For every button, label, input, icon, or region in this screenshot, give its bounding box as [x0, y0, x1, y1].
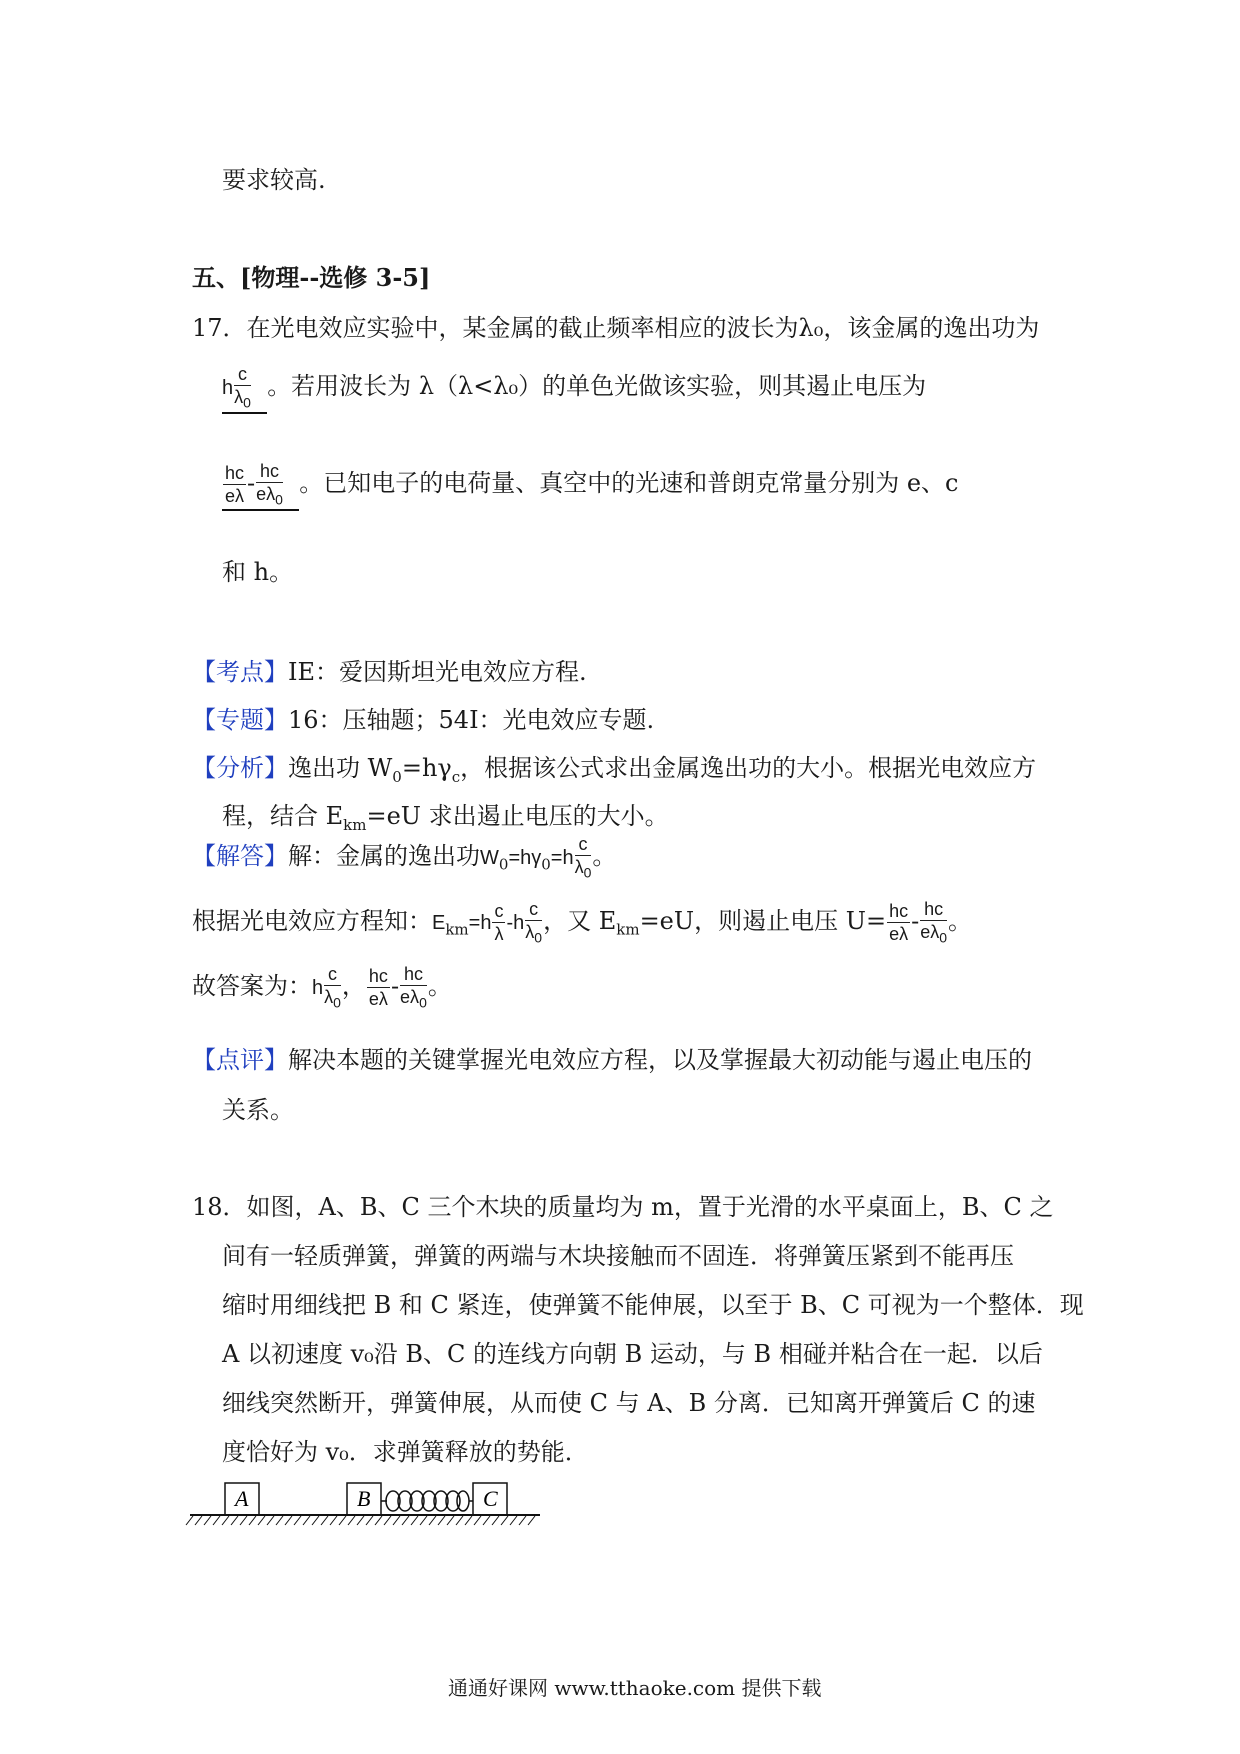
- hatch-mark: [267, 1516, 274, 1525]
- hatch-mark: [411, 1516, 418, 1525]
- q18-line3: 缩时用细线把 B 和 C 紧连，使弹簧不能伸展，以至于 B、C 可视为一个整体．现: [222, 1291, 1084, 1319]
- fenxi-line2: 程，结合 $E_{km}=eU$ 求出遏止电压的大小。: [222, 802, 669, 834]
- jieda-line: 【解答】解：金属的逸出功$W_0=h\gamma_0=h$ $\frac{c}{\lambda_0}$ 。: [192, 834, 617, 881]
- hatch-mark: [357, 1516, 364, 1525]
- hatch-mark: [420, 1516, 427, 1525]
- q18-line5: 细线突然断开，弹簧伸展，从而使 C 与 A、B 分离．已知离开弹簧后 C 的速: [222, 1389, 1036, 1417]
- hatch-mark: [402, 1516, 409, 1525]
- q18-line2: 间有一轻质弹簧，弹簧的两端与木块接触而不固连．将弹簧压紧到不能再压: [222, 1242, 1014, 1270]
- answer-line: 故答案为：h $\frac{c}{\lambda_0}$ ， $\frac{hc}{e\lambda}$ - $\frac{hc}{e\lambda_0}$ 。: [192, 964, 452, 1011]
- block-c-label: C: [483, 1486, 498, 1511]
- footer: 通通好课网 www.tthaoke.com 提供下载: [448, 1676, 822, 1700]
- pingjia-line2: 关系。: [222, 1096, 294, 1124]
- hatch-mark: [240, 1516, 247, 1525]
- ekm-line: 根据光电效应方程知：$E_{km}=h$ $\frac{c}{\lambda}$ -h $\frac{c}{\lambda_0}$ ，又 $E_{km}=eU$，则遏止电压 U= $\frac{hc}{e\lambda}$ - $\frac{hc}{e\lambda_0}$ 。: [192, 899, 973, 946]
- q18-figure: [185, 1475, 545, 1545]
- hatch-mark: [528, 1516, 535, 1525]
- fenxi-tag: 【分析】: [192, 754, 288, 782]
- kaodian-tag: 【考点】: [192, 658, 288, 686]
- q18-line1: 18．如图，A、B、C 三个木块的质量均为 m，置于光滑的水平桌面上，B、C 之: [192, 1193, 1054, 1221]
- hatch-mark: [231, 1516, 238, 1525]
- hatch-mark: [501, 1516, 508, 1525]
- q17-line2-text: 。若用波长为 λ（λ<λ₀）的单色光做该实验，则其遏止电压为: [267, 371, 927, 400]
- hatch-mark: [222, 1516, 229, 1525]
- hatch-mark: [375, 1516, 382, 1525]
- kaodian-line: [192, 652, 587, 687]
- zhuanti-line: [192, 700, 654, 735]
- hatch-mark: [339, 1516, 346, 1525]
- hatch-mark: [195, 1516, 202, 1525]
- q17-answer2: $\frac{hc}{e\lambda}$ - $\frac{hc}{e\lambda_0}$: [222, 462, 299, 511]
- kaodian-text: IE：爱因斯坦光电效应方程.: [288, 658, 587, 686]
- hatch-mark: [483, 1516, 490, 1525]
- hatch-mark: [510, 1516, 517, 1525]
- hatch-mark: [294, 1516, 301, 1525]
- q17-answer1: h $\frac{c}{\lambda_0}$: [222, 365, 267, 414]
- jieda-tag: 【解答】: [192, 841, 288, 870]
- fenxi-line1: 【分析】逸出功 $W_0=h\gamma_c$，根据该公式求出金属逸出功的大小。根据光电效应方: [192, 754, 1037, 786]
- q17-line3: [222, 462, 958, 511]
- hatch-mark: [393, 1516, 400, 1525]
- q17-line3-text: 。已知电子的电荷量、真空中的光速和普朗克常量分别为 e、c: [299, 468, 959, 497]
- block-b-label: B: [357, 1486, 371, 1511]
- q17-line1: 17．在光电效应实验中，某金属的截止频率相应的波长为λ₀，该金属的逸出功为: [192, 314, 1040, 342]
- q17-line2: [222, 365, 926, 414]
- hatch-mark: [276, 1516, 283, 1525]
- ground-hatch: [186, 1516, 535, 1525]
- hatch-mark: [429, 1516, 436, 1525]
- hatch-mark: [330, 1516, 337, 1525]
- hatch-mark: [465, 1516, 472, 1525]
- block-a-label: A: [235, 1486, 249, 1511]
- hatch-mark: [258, 1516, 265, 1525]
- zhuanti-tag: 【专题】: [192, 706, 288, 734]
- hatch-mark: [312, 1516, 319, 1525]
- hatch-mark: [474, 1516, 481, 1525]
- intro-tail: 要求较高.: [222, 166, 326, 194]
- zhuanti-text: 16：压轴题；54I：光电效应专题.: [288, 706, 655, 734]
- hatch-mark: [204, 1516, 211, 1525]
- hatch-mark: [438, 1516, 445, 1525]
- pingjia-line1: 【点评】解决本题的关键掌握光电效应方程，以及掌握最大初动能与遏止电压的: [192, 1046, 1032, 1074]
- hatch-mark: [456, 1516, 463, 1525]
- q17-line4: 和 h。: [222, 558, 294, 586]
- q18-line6: 度恰好为 v₀．求弹簧释放的势能．: [222, 1438, 589, 1466]
- hatch-mark: [303, 1516, 310, 1525]
- section-title: 五、[物理--选修 3-5]: [192, 263, 431, 292]
- pingjia-tag: 【点评】: [192, 1046, 288, 1074]
- q18-line4: A 以初速度 v₀沿 B、C 的连线方向朝 B 运动，与 B 相碰并粘合在一起．以后: [222, 1340, 1043, 1368]
- hatch-mark: [384, 1516, 391, 1525]
- spring: [381, 1491, 473, 1511]
- hatch-mark: [492, 1516, 499, 1525]
- hatch-mark: [348, 1516, 355, 1525]
- hatch-mark: [447, 1516, 454, 1525]
- hatch-mark: [186, 1516, 193, 1525]
- hatch-mark: [285, 1516, 292, 1525]
- hatch-mark: [213, 1516, 220, 1525]
- hatch-mark: [366, 1516, 373, 1525]
- hatch-mark: [249, 1516, 256, 1525]
- hatch-mark: [321, 1516, 328, 1525]
- hatch-mark: [519, 1516, 526, 1525]
